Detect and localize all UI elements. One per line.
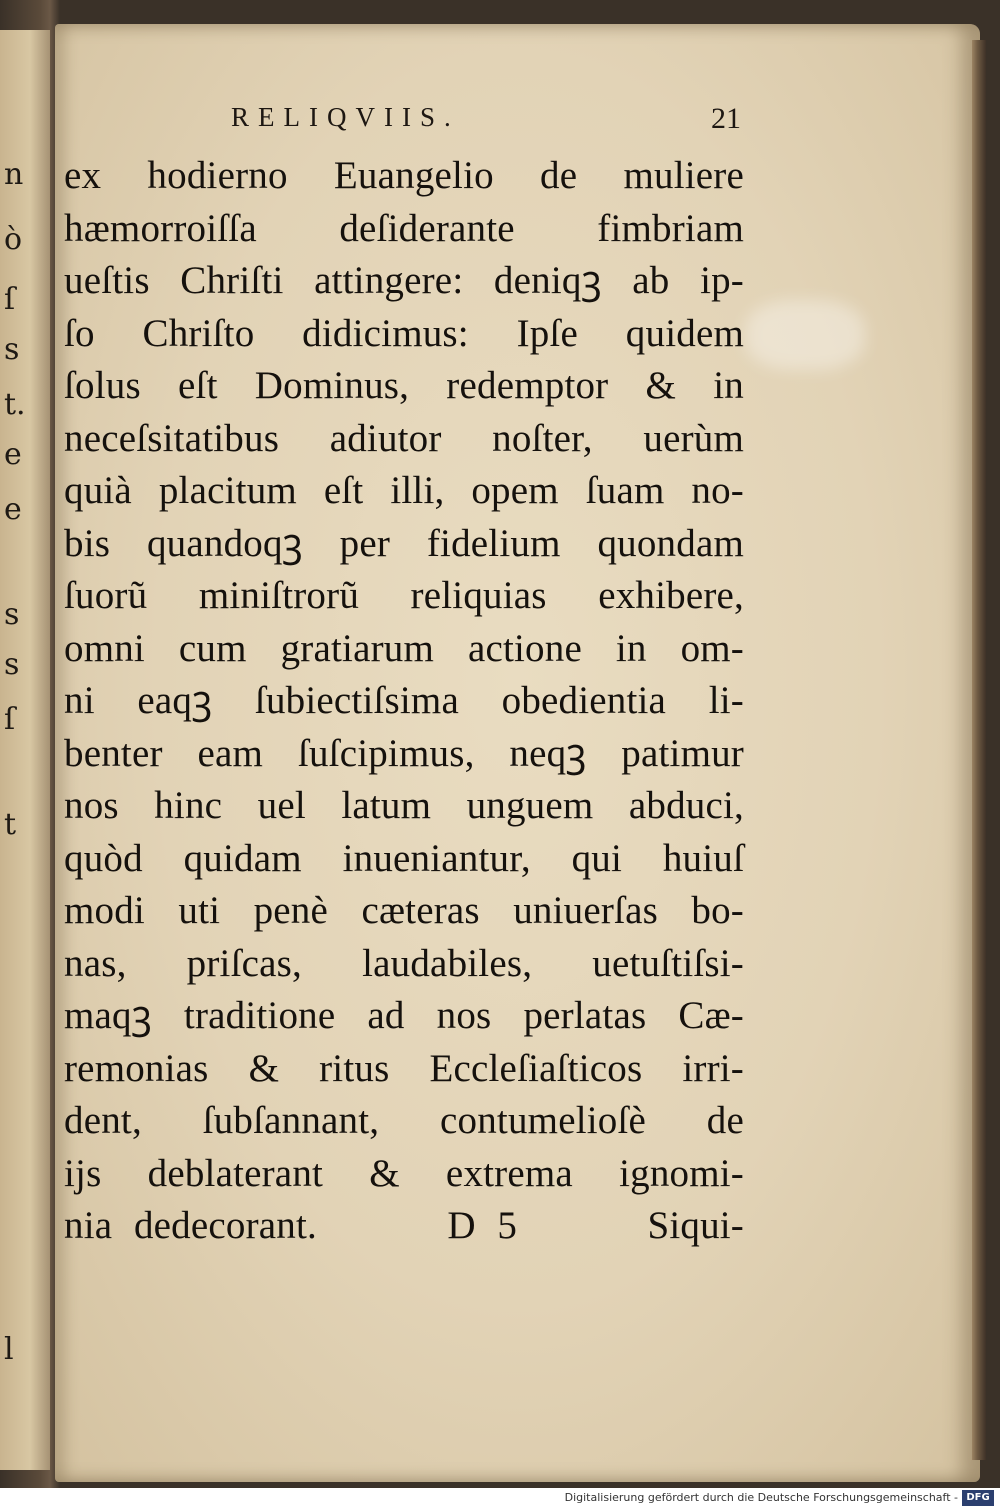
page-header [231,102,741,142]
text-line: nos hinc uel latum unguem abduci, [64,784,744,827]
page-stain [745,300,865,370]
text-line: nas, priſcas, laudabiles, uetuſtiſsi- [64,941,744,985]
text-line: ſolus eſt Dominus, redemptor & in [64,364,744,407]
page-edge [972,40,986,1460]
running-head: RELIQVIIS. [231,102,460,132]
text-line: ſo Chriſto didicimus: Ipſe quidem [64,311,744,355]
page-number: 21 [711,102,741,135]
text-line: benter eam ſuſcipimus, neqꝫ patimur [64,731,744,775]
facing-page-fragment: ò [4,222,23,257]
text-line: dent, ſubſannant, contumelioſè de [64,1099,744,1142]
facing-page-fragment: e [4,437,22,472]
text-line: bis quandoqꝫ per fidelium quondam [64,521,744,565]
text-line: neceſsitatibus adiutor noſter, uerùm [64,416,744,460]
facing-page-fragment: s [4,647,20,682]
text-line: remonias & ritus Eccleſiaſticos irri- [64,1046,744,1090]
facing-page-edge [0,30,50,1470]
text-line: ni eaqꝫ ſubiectiſsima obedientia li- [64,679,744,722]
facing-page-fragment: t [4,807,17,842]
text-line: ueſtis Chriſti attingere: deniqꝫ ab ip- [64,259,744,302]
text-line: maqꝫ traditione ad nos perlatas Cæ- [64,994,744,1037]
body-text [64,150,744,1253]
text-line: ex hodierno Euangelio de muliere [64,154,744,197]
text-line: modi uti penè cæteras uniuerſas bo- [64,889,744,932]
facing-page-fragment: s [4,332,20,367]
text-line: hæmorroiſſa deſiderante fimbriam [64,206,744,250]
text-line: omni cum gratiarum actione in om- [64,626,744,670]
facing-page-fragment: l [4,1332,14,1367]
text-line: ijs deblaterant & extrema ignomi- [64,1151,744,1195]
footer-bar [0,1488,1000,1509]
facing-page-fragment: ſ [4,282,16,317]
text-line: quià placitum eſt illi, opem ſuam no- [64,469,744,512]
dfg-logo: DFG [962,1490,994,1506]
text-line: ſuorũ miniſtrorũ reliquias exhibere, [64,574,744,617]
facing-page-fragment: n [4,157,24,192]
facing-page-fragment: ſ [4,702,16,737]
text-line: quòd quidam inueniantur, qui huiuſ [64,836,744,880]
facing-page-fragment: t. [4,387,26,422]
text-line: nia dedecorant. D 5 Siqui- [64,1204,744,1247]
facing-page-fragment: s [4,597,20,632]
funding-credit: Digitalisierung gefördert durch die Deutsche Forschungsgemeinschaft - [564,1491,958,1504]
facing-page-fragment: e [4,492,22,527]
